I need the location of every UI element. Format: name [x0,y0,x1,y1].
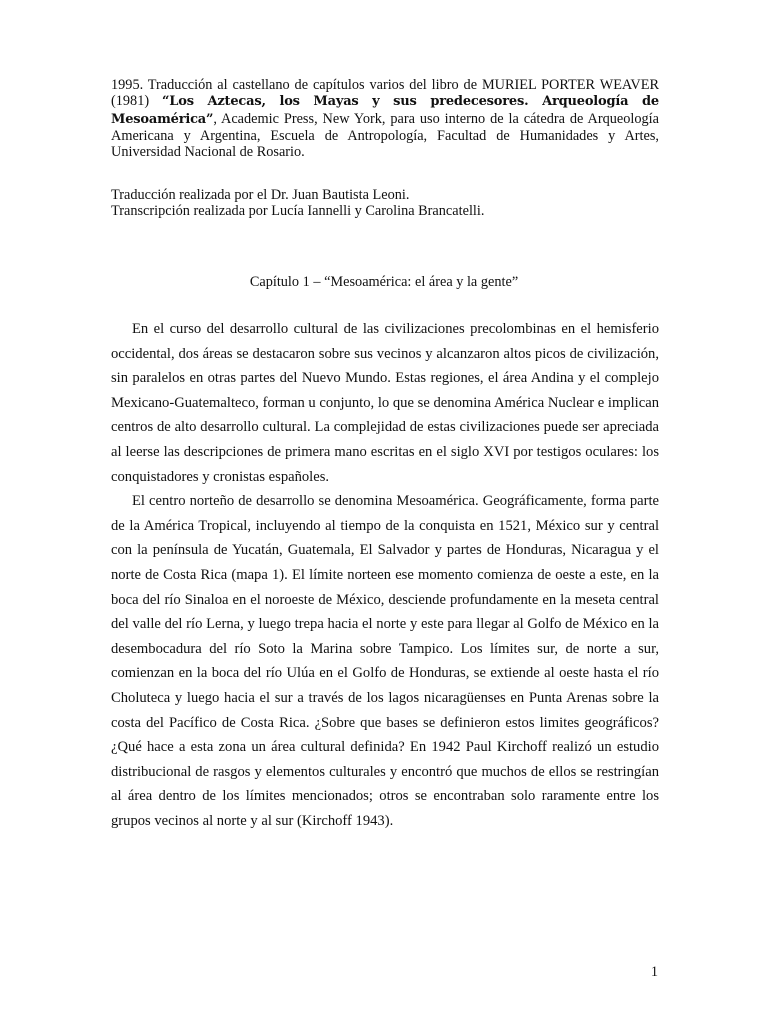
transcription-credit: Transcripción realizada por Lucía Iannelli y Carolina Brancatelli. [111,203,485,220]
paragraph: En el curso del desarrollo cultural de las civilizaciones precolombinas en el hemisferio occidental, dos áreas se destacaron sobre sus vecinos y alcanzaron altos picos de civilización, sin paralelos en otras partes del Nuevo Mundo. Estas regiones, el área Andina y el complejo Mexicano-Guatemalteco, forman u conjunto, lo que se denomina América Nuclear e implican centros de alto desarrollo cultural. La complejidad de estas civilizaciones puede ser apreciada al leerse las descripciones de primera mano escritas en el siglo XVI por testigos oculares: los conquistadores y cronistas españoles. [111,321,659,485]
translation-credit: Traducción realizada por el Dr. Juan Bautista Leoni. [111,187,410,203]
intro-text-end: , Academic Press, New York, para uso interno de la cátedra de Arqueología Americana y Argentina, Escuela de Antropología, Facultad de Humanidades y Artes, Universidad Nacional de Rosario. [111,110,659,161]
page-number: 1 [650,964,658,980]
intro-paragraph [111,77,659,160]
credits [111,187,659,220]
paragraph: El centro norteño de desarrollo se denomina Mesoamérica. Geográficamente, forma parte de la América Tropical, incluyendo al tiempo de la conquista en 1521, México sur y central con la península de Yucatán, Guatemala, El Salvador y partes de Honduras, Nicaragua y el norte de Costa Rica (mapa 1). El límite norteen ese momento comienza de oeste a este, en la boca del río Sinaloa en el noroeste de México, desciende profundamente en la meseta central del valle del río Lerna, y luego trepa hacia el norte y este para llegar al Golfo de México en la desembocadura del río Soto la Marina sobre Tampico. Los límites sur, de norte a sur, comienzan en la boca del río Ulúa en el Golfo de Honduras, se extiende al oeste hasta el río Choluteca y luego hacia el sur a través de los lagos nicaragüenses en Punta Arenas sobre la costa del Pacífico de Costa Rica. ¿Sobre que bases se definieron estos limites geográficos? ¿Qué hace a esta zona un área cultural definida? En 1942 Paul Kirchoff realizó un estudio distribucional de rasgos y elementos culturales y encontró que muchos de ellos se restringían al área dentro de los límites mencionados; otros se encontraban solo raramente entre los grupos vecinos al norte y al sur (Kirchoff 1943). [111,493,659,829]
body-text [111,317,659,833]
intro-text-start: 1995. Traducción al castellano de capítulos varios del libro de MURIEL PORTER WEAVER (1981) [111,77,659,110]
book-title: “Los Aztecas, los Mayas y sus predecesores. Arqueología de Mesoamérica” [111,94,659,127]
chapter-title: Capítulo 1 – “Mesoamérica: el área y la gente” [249,274,519,290]
